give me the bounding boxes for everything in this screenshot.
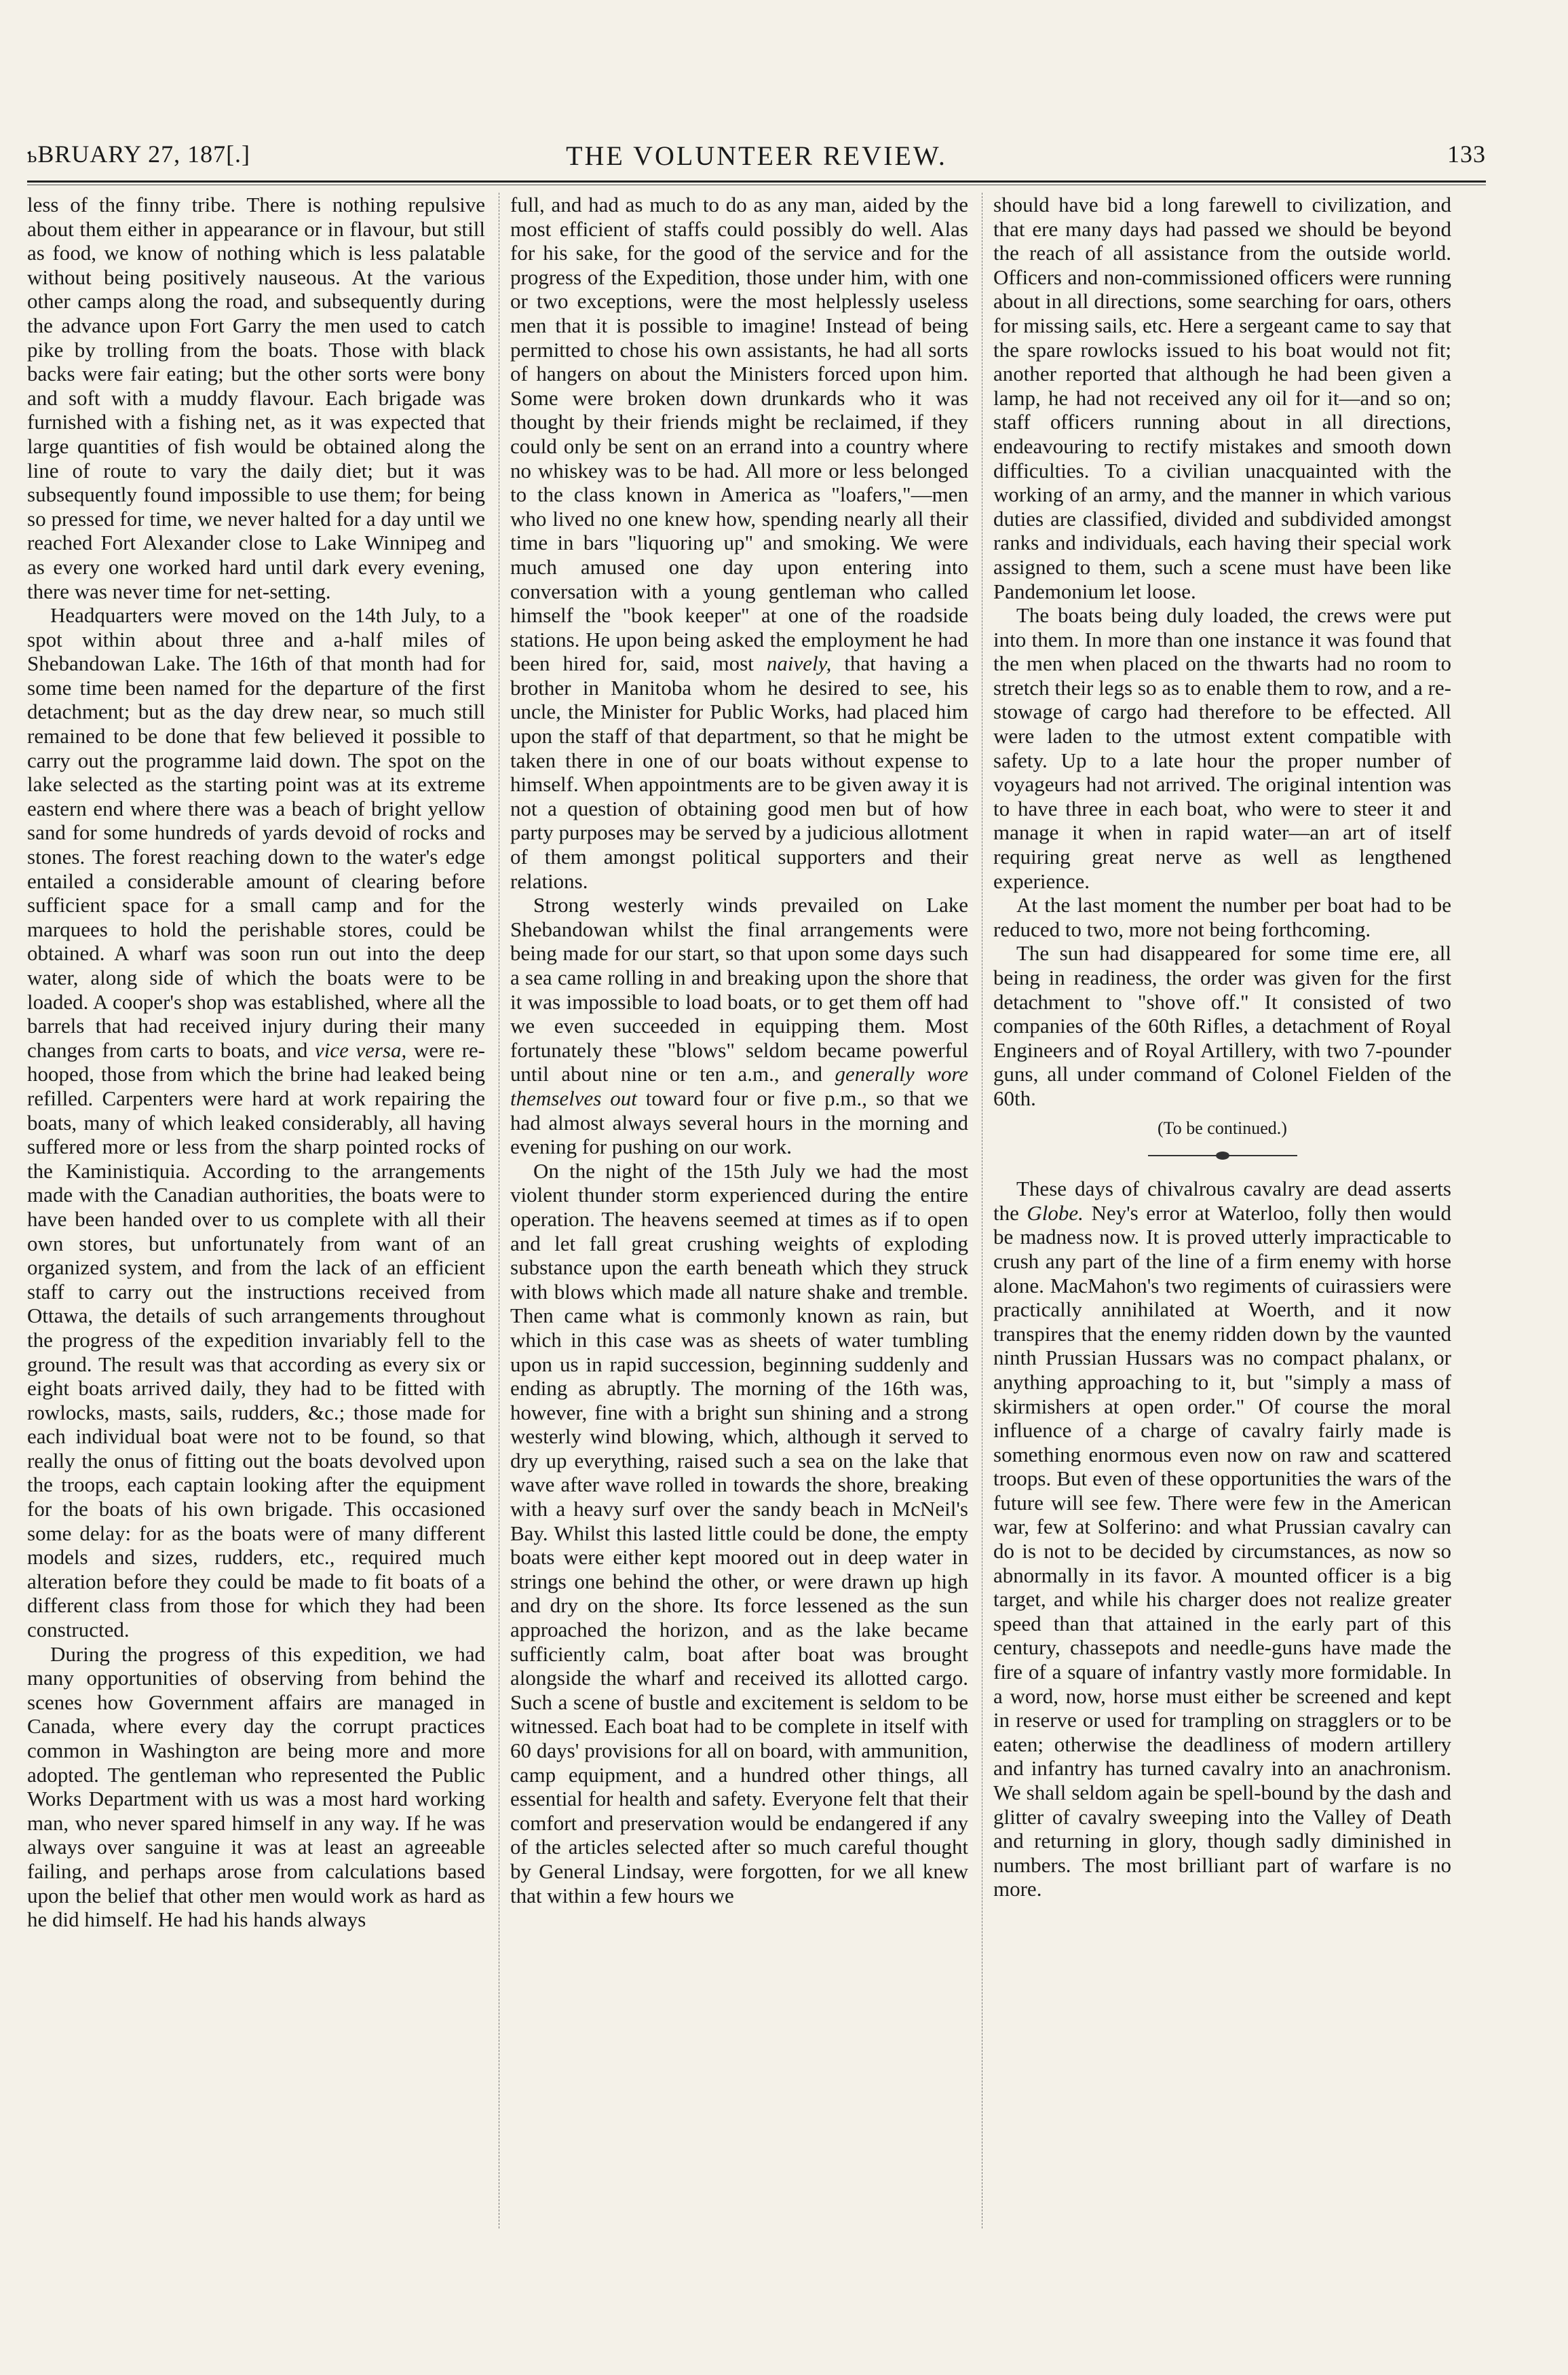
publication-title: THE VOLUNTEER REVIEW. xyxy=(566,140,947,171)
italic-run: generally wore themselves out xyxy=(510,1062,968,1110)
text-run: were re-hooped, those from which the brine had leaked being refilled. Carpenters were hard at work repairing the boats, many of which leaked considerably, all having suffered more or less from the sharp pointed rocks of the Kaministiquia. According to the arrangements made with the Canadian authorities, the boats were to have been handed over to us complete with all their own stores, but unfortunately from want of an organized system, and from the lack of an efficient staff to carry out the instructions received from Ottawa, the details of such arrangements throughout the progress of the expedition invariably fell to the ground. The result was that according as every six or eight boats arrived daily, they had to be fitted with rowlocks, masts, sails, rudders, &c.; those made for each individual boat were not to be found, so that really the onus of fitting out the boats devolved upon the troops, each captain looking after the equipment for the boats of his own brigade. This occasioned some delay: for as the boats were of many different models and sizes, rudders, etc., required much alteration before they could be made to fit boats of a different class from those for which they had been constructed. xyxy=(27,1038,485,1642)
paragraph xyxy=(27,603,485,1642)
italic-run: vice versa, xyxy=(314,1038,407,1062)
paragraph: At the last moment the number per boat had to be reduced to two, more not being forthcoming. xyxy=(993,893,1451,941)
text-run: that having a brother in Manitoba whom he desired to see, his uncle, the Minister for Public Works, had placed him upon the staff of that department, so that he might be taken there in one of our boats without expense to himself. When appointments are to be given away it is not a question of obtaining good men but of how party purposes may be served by a judicious allotment of them amongst political supporters and their relations. xyxy=(510,651,968,893)
text-run: These days of chivalrous cavalry are dead asserts the xyxy=(993,1177,1451,1225)
paragraph: should have bid a long farewell to civilization, and that ere many days had passed we should be beyond the reach of all assistance from the outside world. Officers and non-commissioned officers were running about in all directions, some searching for oars, others for missing sails, etc. Here a sergeant came to say that the spare rowlocks issued to his boat would not fit; another reported that although he had been given a lamp, he had not received any oil for it—and so on; staff officers running about in all directions, endeavouring to rectify mistakes and smooth down difficulties. To a civilian unacquainted with the working of an army, and the manner in which various duties are classified, divided and subdivided amongst ranks and individuals, each having their special work assigned to them, such a scene must have been like Pandemonium let loose. xyxy=(993,193,1451,603)
text-run: Headquarters were moved on the 14th July, to a spot within about three and a-half miles of Shebandowan Lake. The 16th of that month had for some time been named for the departure of the first detachment; but as the day drew near, so much still remained to be done that few believed it possible to carry out the programme laid down. The spot on the lake selected as the starting point was at its extreme eastern end where there was a beach of bright yellow sand for some hundreds of yards devoid of rocks and stones. The forest reaching down to the water's edge entailed a considerable amount of clearing before sufficient space for a small camp and for the marquees to hold the perishable stores, could be obtained. A wharf was soon run out into the deep water, along side of which the boats were to be loaded. A cooper's shop was established, where all the barrels that had received injury during their many changes from carts to boats, and xyxy=(27,603,485,1062)
italic-run: naively, xyxy=(766,651,832,676)
header-rule xyxy=(27,180,1486,183)
column-1 xyxy=(27,193,485,2235)
text-run: Strong westerly winds prevailed on Lake Shebandowan whilst the final arrangements were being made for our start, so that upon some days such a sea came rolling in and breaking upon the shore that it was impossible to load boats, or to get them off had we even succeeded in equipping them. Most fortunately these "blows" seldom became powerful until about nine or ten a.m., and xyxy=(510,893,968,1086)
paragraph xyxy=(510,193,968,893)
paragraph: The boats being duly loaded, the crews were put into them. In more than one instance it was found that the men when placed on the thwarts had no room to stretch their legs so as to enable them to row, and a re-stowage of cargo had therefore to be effected. All were laden to the utmost extent compatible with safety. Up to a late hour the proper number of voyageurs had not arrived. The original intention was to have three in each boat, who were to steer it and manage it when in rapid water—an art of itself requiring great nerve as well as lengthened experience. xyxy=(993,603,1451,893)
column-3 xyxy=(993,193,1451,2235)
text-run: full, and had as much to do as any man, aided by the most efficient of staffs could possibly do well. Alas for his sake, for the good of the service and for the progress of the Expedition, those under him, with one or two exceptions, were the most helplessly useless men that it is possible to imagine! Instead of being permitted to chose his own assistants, he had all sorts of hangers on about the Ministers forced upon him. Some were broken down drunkards who it was thought by their friends might be reclaimed, if they could only be sent on an errand into a country where no whiskey was to be had. All more or less belonged to the class known in America as "loafers,"—men who lived no one knew how, spending nearly all their time in bars "liquoring up" and smoking. We were much amused one day upon entering into conversation with a young gentleman who called himself the "book keeper" at one of the roadside stations. He upon being asked the employment he had been hired for, said, most xyxy=(510,193,968,676)
to-be-continued: (To be continued.) xyxy=(1158,1118,1287,1138)
paragraph xyxy=(993,1177,1451,1901)
issue-date: ƅBRUARY 27, 187[.] xyxy=(27,140,251,168)
ornament-divider xyxy=(1148,1155,1297,1156)
text-run: Ney's error at Waterloo, folly then would be madness now. It is proved utterly impracticable to crush any part of the line of a firm enemy with horse alone. MacMahon's two regiments of cuirassiers were practically annihilated at Woerth, and it now transpires that the enemy ridden down by the vaunted ninth Prussian Hussars was no compact phalanx, or anything approaching to it, but "simply a mass of skirmishers at open order." Of course the moral influence of a charge of cavalry fairly made is something enormous even now on raw and scattered troops. But even of these opportunities the wars of the future will see few. There were few in the American war, few at Solferino: and what Prussian cavalry can do is not to be decided by circumstances, as now so abnormally in its favor. A mounted officer is a big target, and while his charger does not realize greater speed than that attained in the early part of this century, chassepots and needle-guns have made the fire of a square of infantry vastly more formidable. In a word, now, horse must either be screened and kept in reserve or used for trampling on stragglers or to be eaten; otherwise the deadliness of modern artillery and infantry has turned cavalry into an anachronism. We shall seldom again be spell-bound by the dash and glitter of cavalry sweeping into the Valley of Death and returning in glory, though sadly diminished in numbers. The most brilliant part of warfare is no more. xyxy=(993,1200,1451,1901)
paragraph: less of the finny tribe. There is nothing repulsive about them either in appearance or in flavour, but still as food, we know of nothing which is less palatable without being positively nauseous. At the various other camps along the road, and subsequently during the advance upon Fort Garry the men used to catch pike by trolling from the boats. Those with black backs were fair eating; but the other sorts were bony and soft with a muddy flavour. Each brigade was furnished with a fishing net, as it was expected that large quantities of fish would be obtained along the line of route to vary the daily diet; but it was subsequently found impossible to use them; for being so pressed for time, we never halted for a day until we reached Fort Alexander close to Lake Winnipeg and as every one worked hard until dark every evening, there was never time for net-setting. xyxy=(27,193,485,603)
paragraph: During the progress of this expedition, we had many opportunities of observing from behind the scenes how Government affairs are managed in Canada, where every day the corrupt practices common in Washington are being more and more adopted. The gentleman who represented the Public Works Department with us was a most hard working man, who never spared himself in any way. If he was always over sanguine it was at least an agreeable failing, and perhaps arose from calculations based upon the belief that other men would work as hard as he did himself. He had his hands always xyxy=(27,1641,485,1932)
paragraph: The sun had disappeared for some time ere, all being in readiness, the order was given for the first detachment to "shove off." It consisted of two companies of the 60th Rifles, a detachment of Royal Engineers and of Royal Artillery, with two 7-pounder guns, all under command of Colonel Fielden of the 60th. xyxy=(993,941,1451,1110)
paragraph: On the night of the 15th July we had the most violent thunder storm experienced during the entire operation. The heavens seemed at times as if to open and let fall great crushing weights of exploding substance upon the earth beneath which they struck with blows which made all nature shake and tremble. Then came what is commonly known as rain, but which in this case was as sheets of water tumbling upon us in rapid succession, beginning suddenly and ending as abruptly. The morning of the 16th was, however, fine with a bright sun shining and a strong westerly wind blowing, which, although it served to dry up everything, raised such a sea on the lake that wave after wave rolled in towards the shore, breaking with a heavy surf over the sandy beach in McNeil's Bay. Whilst this lasted little could be done, the empty boats were either kept moored out in deep water in strings one behind the other, or were drawn up high and dry on the shore. Its force lessened as the sun approached the horizon, and as the lake became sufficiently calm, boat after boat was brought alongside the wharf and received its allotted cargo. Such a scene of bustle and excitement is seldom to be witnessed. Each boat had to be complete in itself with 60 days' provisions for all on board, with ammunition, camp equipment, and a hundred other things, all essential for health and safety. Everyone felt that their comfort and preservation would be endangered if any of the articles selected after so much careful thought by General Lindsay, were forgotten, for we all knew that within a few hours we xyxy=(510,1158,968,1907)
italic-run: Globe. xyxy=(1027,1200,1084,1225)
page-header xyxy=(27,140,1486,180)
text-run: toward four or five p.m., so that we had almost always several hours in the morning and evening for pushing on our work. xyxy=(510,1086,968,1159)
page-number: 133 xyxy=(1447,140,1486,168)
column-2 xyxy=(510,193,968,2235)
paragraph xyxy=(510,893,968,1159)
